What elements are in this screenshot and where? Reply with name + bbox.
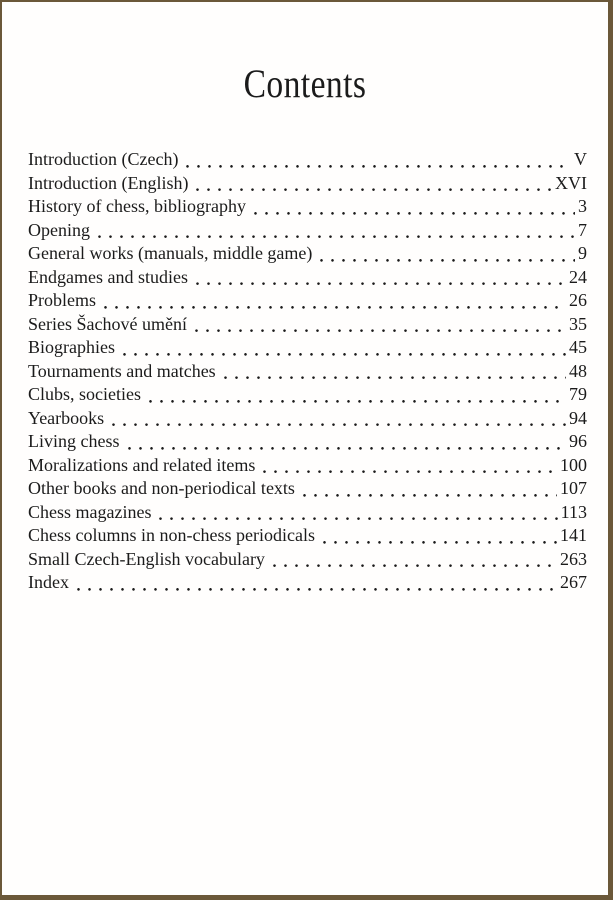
toc-entry: [28, 383, 587, 407]
dot-leader: [269, 548, 557, 572]
toc-entry: [28, 524, 587, 548]
dot-leader: [155, 501, 557, 525]
toc-entry-label: Introduction (Czech): [28, 149, 179, 169]
dot-leader: [319, 524, 557, 548]
toc-entry-page: XVI: [555, 172, 587, 193]
dot-leader: [316, 242, 575, 266]
toc-entry-page: 94: [569, 407, 587, 428]
table-of-contents: [28, 148, 587, 595]
toc-entry: [28, 360, 587, 384]
toc-entry-label: Clubs, societies: [28, 384, 141, 404]
toc-entry: [28, 501, 587, 525]
toc-entry-label: Living chess: [28, 431, 120, 451]
toc-entry: [28, 195, 587, 219]
toc-entry-page: 45: [569, 337, 587, 357]
dot-leader: [124, 430, 567, 454]
toc-entry: [28, 313, 587, 337]
page-title: Contents: [243, 61, 367, 106]
toc-entry-label: Small Czech-English vocabulary: [28, 548, 265, 569]
dot-leader: [73, 571, 557, 595]
toc-entry: [28, 454, 587, 478]
toc-entry: [28, 219, 587, 243]
toc-entry: [28, 289, 587, 313]
toc-entry: [28, 571, 587, 595]
toc-entry-page: 107: [560, 478, 587, 498]
toc-entry: [28, 242, 587, 266]
dot-leader: [299, 477, 557, 501]
toc-entry-page: 141: [560, 525, 587, 545]
toc-entry-label: History of chess, bibliography: [28, 196, 246, 216]
dot-leader: [192, 172, 552, 196]
toc-entry-page: 26: [569, 290, 587, 310]
toc-entry-label: Other books and non-periodical texts: [28, 478, 295, 498]
toc-entry-label: General works (manuals, middle game): [28, 243, 313, 263]
toc-entry-page: 100: [560, 454, 587, 475]
dot-leader: [220, 360, 566, 384]
toc-entry-label: Tournaments and matches: [28, 360, 216, 381]
toc-entry-label: Problems: [28, 290, 97, 310]
toc-entry-label: Endgames and studies: [28, 266, 188, 287]
dot-leader: [182, 148, 571, 172]
dot-leader: [250, 195, 575, 219]
dot-leader: [191, 313, 566, 337]
toc-entry-page: 48: [569, 360, 587, 381]
toc-entry: [28, 407, 587, 431]
toc-entry-page: V: [574, 149, 587, 169]
toc-entry-page: 113: [560, 501, 587, 522]
toc-entry-page: 9: [578, 243, 587, 263]
toc-entry: [28, 148, 587, 172]
dot-leader: [192, 266, 566, 290]
toc-entry-page: 3: [578, 196, 587, 216]
dot-leader: [119, 336, 566, 360]
toc-entry: [28, 477, 587, 501]
toc-entry-label: Chess magazines: [28, 501, 152, 522]
toc-entry-label: Introduction (English): [28, 172, 189, 193]
toc-entry-label: Biographies: [28, 337, 115, 357]
toc-entry: [28, 430, 587, 454]
toc-entry-page: 24: [569, 266, 587, 287]
toc-entry-label: Index: [28, 572, 69, 592]
toc-entry-label: Yearbooks: [28, 407, 105, 428]
toc-entry-page: 267: [560, 572, 587, 592]
toc-entry: [28, 548, 587, 572]
toc-entry-page: 7: [578, 219, 587, 240]
toc-entry: [28, 172, 587, 196]
toc-entry-page: 96: [569, 431, 587, 451]
toc-entry-page: 263: [560, 548, 587, 569]
dot-leader: [145, 383, 566, 407]
dot-leader: [108, 407, 566, 431]
toc-entry: [28, 266, 587, 290]
toc-entry-label: Moralizations and related items: [28, 454, 256, 475]
toc-entry-label: Opening: [28, 219, 90, 240]
dot-leader: [94, 219, 575, 243]
toc-entry: [28, 336, 587, 360]
toc-entry-label: Chess columns in non-chess periodicals: [28, 525, 315, 545]
toc-entry-page: 79: [569, 384, 587, 404]
dot-leader: [100, 289, 566, 313]
dot-leader: [259, 454, 557, 478]
toc-entry-label: Series Šachové umění: [28, 313, 187, 334]
toc-entry-page: 35: [569, 313, 587, 334]
